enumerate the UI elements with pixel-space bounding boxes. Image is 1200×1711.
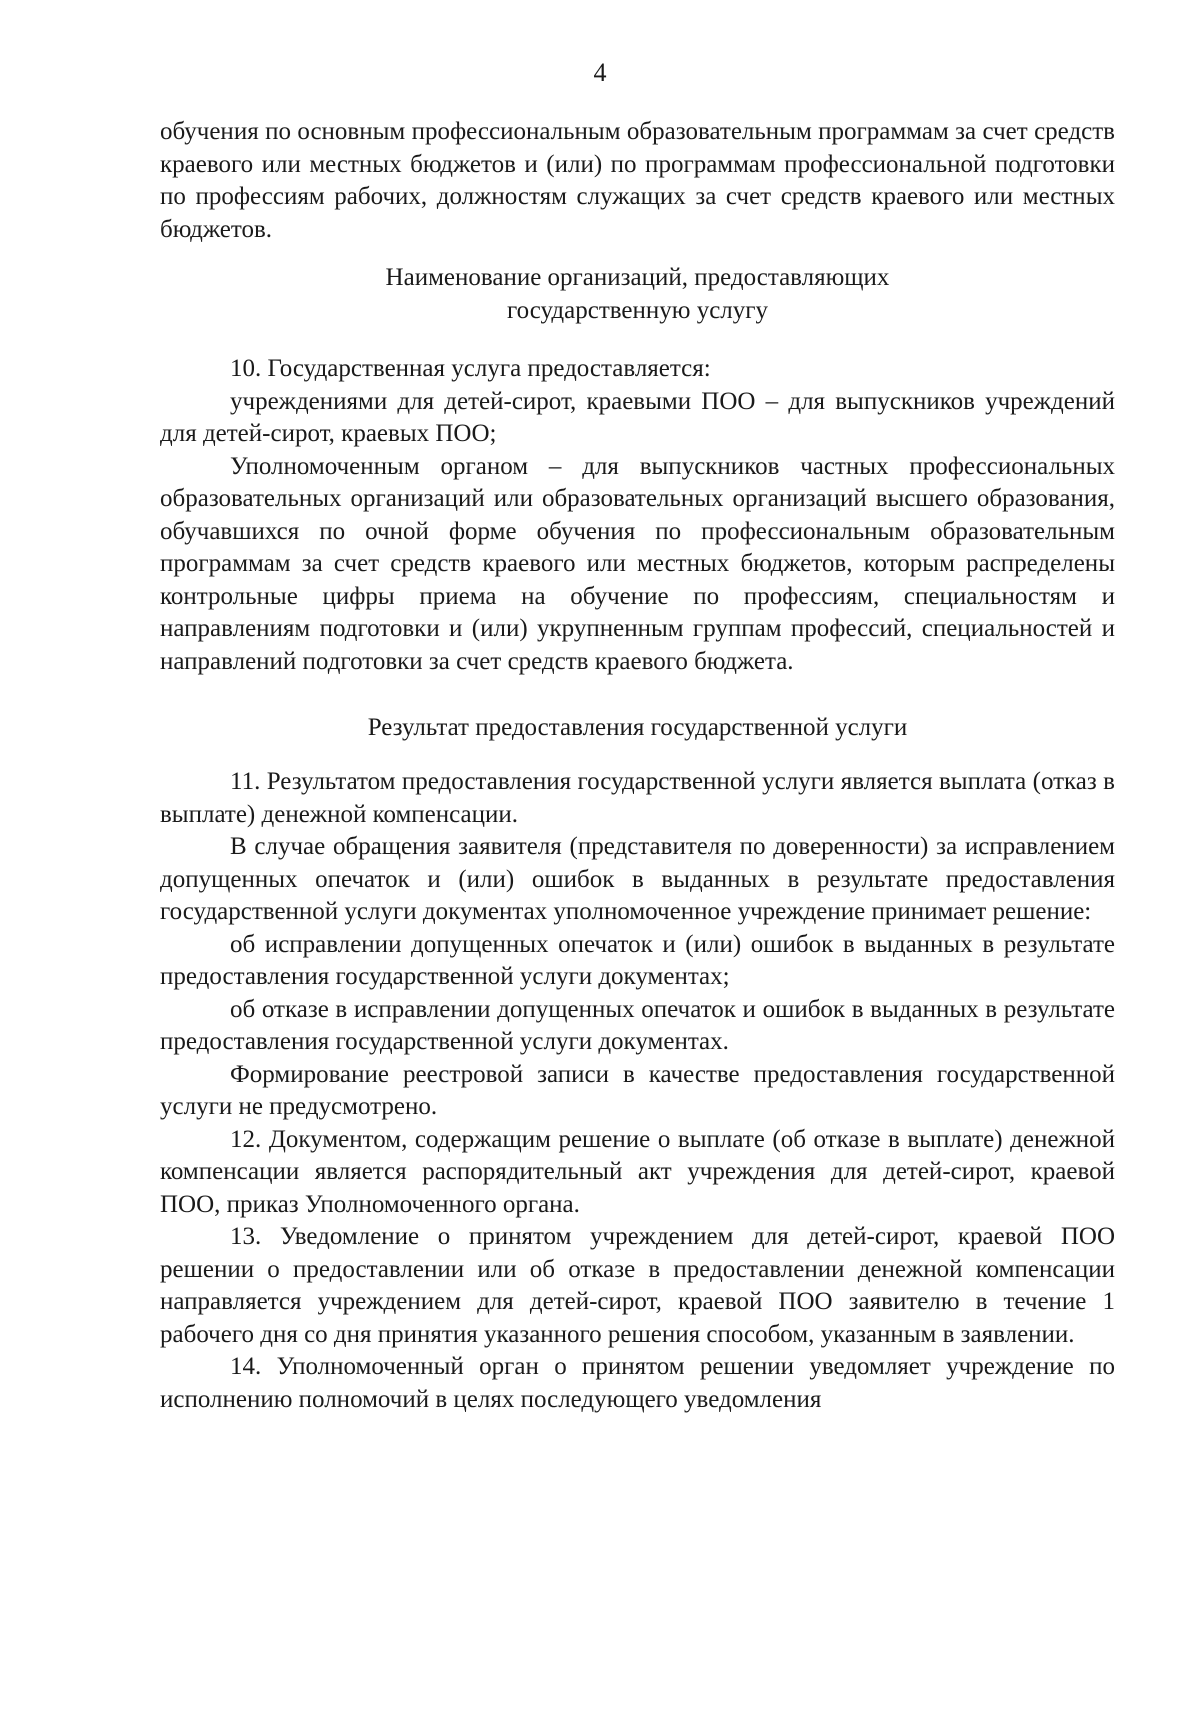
paragraph-10-item-b: Уполномоченным органом – для выпускников частных профессиональных образовательных организаций или образовательных организаций высшего образования, обучавшихся по очной форме обучения по профессиональным образовательным программам за счет средств краевого или местных бюджетов, которым распределены контрольные цифры приема на обучение по профессиям, специальностям и направлениям подготовки и (или) укрупненным группам профессий, специальностей и направлений подготовки за счет средств краевого бюджета. (160, 452, 1115, 675)
page-number: 4 (593, 58, 607, 87)
paragraph-11-d: Формирование реестровой записи в качестве предоставления государственной услуги не предусмотрено. (160, 1060, 1115, 1120)
paragraph-10-item-a: учреждениями для детей-сирот, краевыми ПОО – для выпускников учреждений для детей-сирот, краевых ПОО; (160, 387, 1115, 447)
section-heading-result (160, 712, 1115, 745)
intro-paragraph: обучения по основным профессиональным образовательным программам за счет средств краевого или местных бюджетов и (или) по программам профессиональной подготовки по профессиям рабочих, должностям служащих за счет средств краевого или местных бюджетов. (160, 118, 1115, 243)
organizations-body (160, 353, 1115, 678)
section-heading-line: государственную услугу (506, 296, 769, 324)
paragraph-11-a: В случае обращения заявителя (представителя по доверенности) за исправлением допущенных опечаток и (или) ошибок в выданных в результате предоставления государственной услуги документах уполномоченное учреждение принимает решение: (160, 833, 1115, 925)
paragraph-14: 14. Уполномоченный орган о принятом решении уведомляет учреждение по исполнению полномочий в целях последующего уведомления (160, 1353, 1115, 1413)
paragraph-11: 11. Результатом предоставления государственной услуги является выплата (отказ в выплате) денежной компенсации. (160, 768, 1115, 828)
intro-paragraph-block (160, 116, 1115, 246)
paragraph-11-c: об отказе в исправлении допущенных опечаток и ошибок в выданных в результате предоставления государственной услуги документах. (160, 995, 1115, 1055)
section-heading-line: Результат предоставления государственной услуги (367, 714, 908, 741)
paragraph-11-b: об исправлении допущенных опечаток и (или) ошибок в выданных в результате предоставления государственной услуги документах; (160, 930, 1115, 990)
paragraph-12: 12. Документом, содержащим решение о выплате (об отказе в выплате) денежной компенсации является распорядительный акт учреждения для детей-сирот, краевой ПОО, приказ Уполномоченного органа. (160, 1125, 1115, 1218)
paragraph-13: 13. Уведомление о принятом учреждением для детей-сирот, краевой ПОО решении о предоставлении или об отказе в предоставлении денежной компенсации направляется учреждением для детей-сирот, краевой ПОО заявителю в течение 1 рабочего дня со дня принятия указанного решения способом, указанным в заявлении. (160, 1223, 1115, 1348)
section-heading-organizations (160, 262, 1115, 327)
paragraph-10: 10. Государственная услуга предоставляется: (230, 355, 711, 382)
section-heading-line: Наименование организаций, предоставляющих (385, 264, 890, 291)
result-body (160, 766, 1115, 1416)
